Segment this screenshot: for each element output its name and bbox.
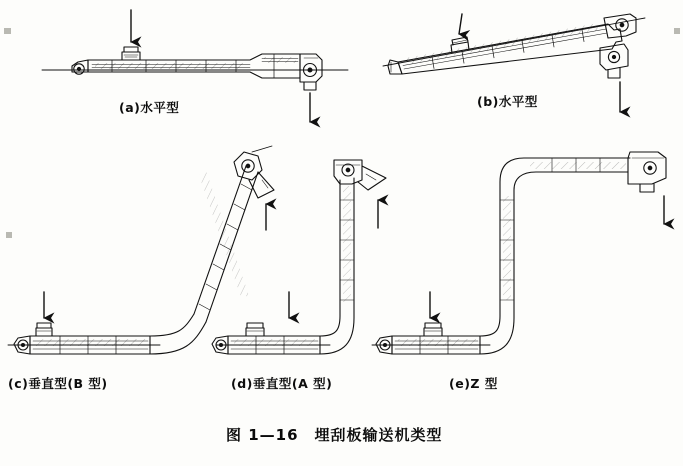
figure-title [226, 424, 443, 445]
panel-a-horizontal [42, 10, 348, 122]
panel-c-vertical-type-b [8, 146, 274, 354]
figure-number: 图 1—16 [226, 426, 299, 444]
caption-d: (d)垂直型(A 型) [231, 376, 333, 391]
caption-b: (b)水平型 [477, 94, 538, 109]
panel-e-z-type [372, 152, 666, 354]
caption-a: (a)水平型 [119, 100, 180, 115]
figure-title-text: 埋刮板输送机类型 [314, 426, 443, 444]
caption-e: (e)Z 型 [449, 376, 498, 391]
caption-c: (c)垂直型(B 型) [8, 376, 108, 391]
